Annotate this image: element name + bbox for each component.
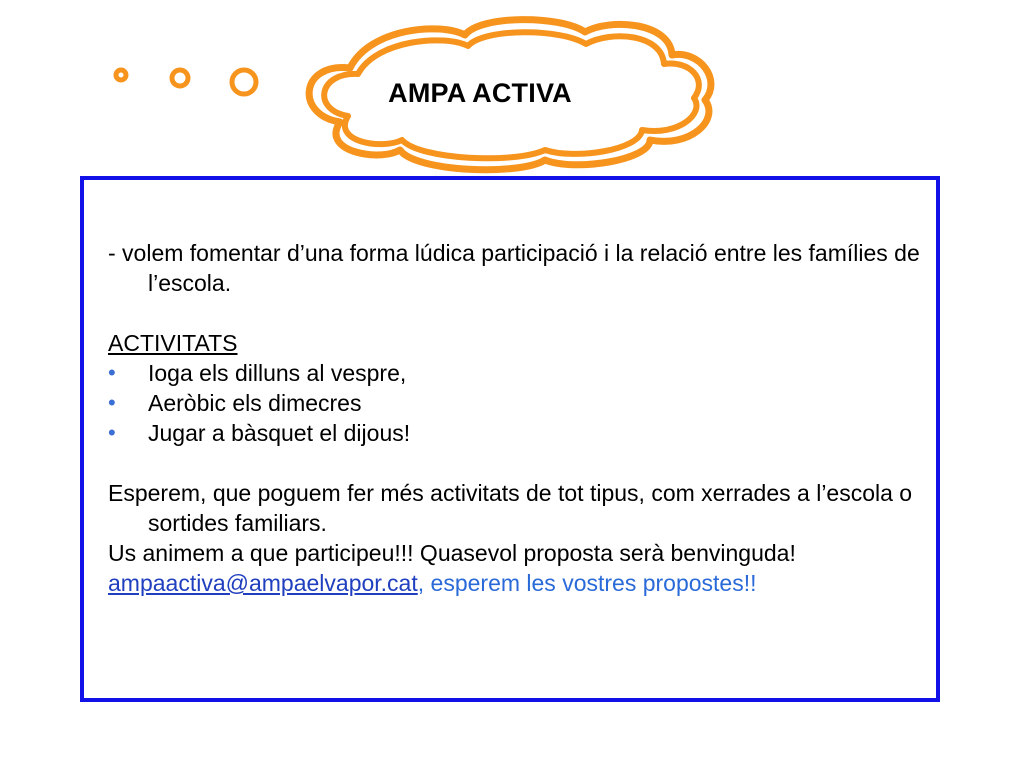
thought-bubble-large	[232, 70, 256, 94]
bullet-icon: •	[108, 360, 116, 385]
list-item	[108, 418, 938, 448]
page-title: AMPA ACTIVA	[388, 78, 572, 108]
thought-bubble-medium	[172, 70, 188, 86]
list-item	[108, 358, 938, 388]
list-item	[108, 388, 938, 418]
content-box	[80, 176, 940, 702]
activity-label: Jugar a bàsquet el dijous!	[148, 420, 411, 446]
activity-label: Ioga els dilluns al vespre,	[148, 360, 407, 386]
thought-bubble-small	[116, 70, 126, 80]
invite-text: , esperem les vostres propostes!!	[417, 570, 757, 596]
activities-list	[108, 358, 938, 448]
encourage-paragraph: Us animem a que participeu!!! Quasevol proposta serà benvinguda!	[108, 540, 796, 566]
activity-label: Aeròbic els dimecres	[148, 390, 362, 416]
intro-paragraph: - volem fomentar d’una forma lúdica participació i la relació entre les famílies de l’escola.	[108, 240, 920, 296]
content-text	[108, 238, 938, 598]
bullet-icon: •	[108, 390, 116, 415]
contact-line	[108, 568, 938, 598]
activities-heading: ACTIVITATS	[108, 330, 238, 356]
hope-paragraph: Esperem, que poguem fer més activitats de tot tipus, com xerrades a l’escola o sortides familiars.	[108, 480, 913, 536]
email-link[interactable]: ampaactiva@ampaelvapor.cat	[108, 570, 418, 596]
bullet-icon: •	[108, 420, 116, 445]
